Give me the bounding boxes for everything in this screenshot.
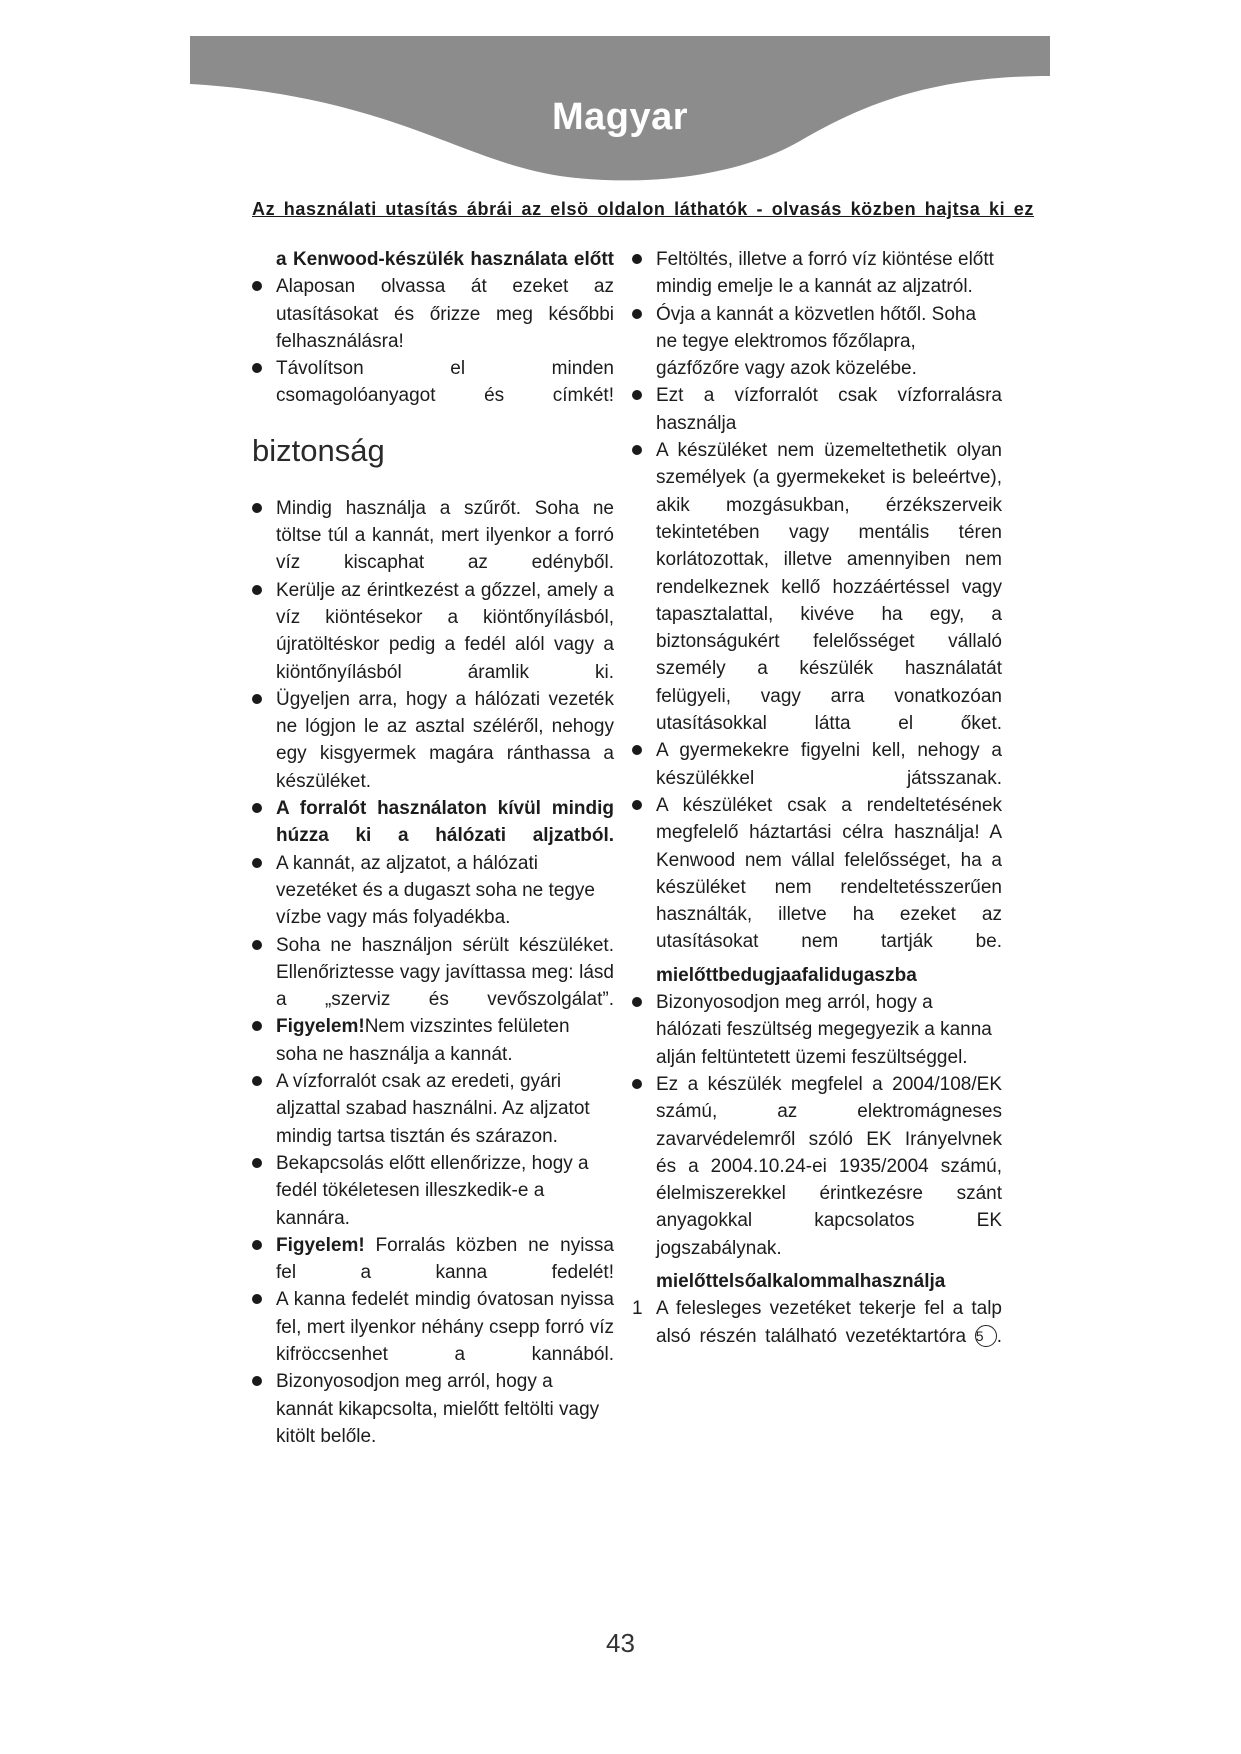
page-number: 43 (606, 1628, 635, 1658)
first-use-title: mielőttelsőalkalommalhasználja (656, 1270, 946, 1292)
bullet-icon (252, 1076, 262, 1086)
list-item: Alaposan olvassa át ezeket az utasításokat és őrizze meg későbbi felhasználásra! (252, 273, 614, 355)
step-number: 1 (632, 1298, 643, 1320)
bullet-icon (252, 363, 262, 373)
bullet-icon (252, 1294, 262, 1304)
list-item: A kannát, az aljzatot, a hálózati vezetéket és a dugaszt soha ne tegye vízbe vagy más folyadékba. (252, 850, 614, 932)
bullet-icon (632, 997, 642, 1007)
list-item: Bizonyosodjon meg arról, hogy a hálózati feszültség megegyezik a kanna alján feltüntetett üzemi feszültséggel. (632, 989, 1002, 1071)
bullet-icon (252, 281, 262, 291)
bullet-icon (252, 503, 262, 513)
list-item: Feltöltés, illetve a forró víz kiöntése előtt mindig emelje le a kannát az aljzatról. (632, 246, 1002, 301)
bullet-icon (252, 585, 262, 595)
list-item: Figyelem! Forralás közben ne nyissa fel a kanna fedelét! (252, 1232, 614, 1287)
section-heading-safety: biztonság (252, 432, 385, 468)
bullet-icon (632, 309, 642, 319)
list-item: Bizonyosodjon meg arról, hogy a kannát kikapcsolta, mielőtt feltölti vagy kitölt belőle. (252, 1368, 614, 1450)
list-item: A készüléket csak a rendeltetésének megfelelő háztartási célra használja! A Kenwood nem vállal felelősséget, ha a készüléket nem rendeltetésszerűen használták, illetve ha ezeket az utasításokat nem tartják be. (632, 792, 1002, 956)
list-item: Óvja a kannát a közvetlen hőtől. Soha ne tegye elektromos főzőlapra, gázfőzőre vagy azok közelébe. (632, 301, 1002, 383)
list-item: Ez a készülék megfelel a 2004/108/EK számú, az elektromágneses zavarvédelemről szóló EK Irányelvnek és a 2004.10.24-ei 1935/2004 számú, élelmiszerekkel érintkezésre szánt anyagokkal kapcsolatos EK jogszabálynak. (632, 1071, 1002, 1262)
bullet-icon (632, 745, 642, 755)
list-item: A kanna fedelét mindig óvatosan nyissa fel, mert ilyenkor néhány csepp forró víz kifröccsenhet a kannából. (252, 1286, 614, 1368)
bullet-icon (252, 803, 262, 813)
list-item: A gyermekekre figyelni kell, nehogy a készülékkel játsszanak. (632, 737, 1002, 792)
list-item: Ügyeljen arra, hogy a hálózati vezeték ne lógjon le az asztal széléről, nehogy egy kisgyermek magára ránthassa a készüléket. (252, 686, 614, 795)
list-item: A készüléket nem üzemeltethetik olyan személyek (a gyermekeket is beleértve), akik mozgásukban, érzékszerveik tekintetében vagy mentális téren korlátozottak, illetve amennyiben nem rendelkeznek kellő hozzáértéssel vagy tapasztalattal, kivéve ha egy, a biztonságukért felelősséget vállaló személy a készülék használatát felügyeli, vagy arra vonatkozóan utasításokkal látta el őket. (632, 437, 1002, 737)
list-item: Soha ne használjon sérült készüléket. Ellenőriztesse vagy javíttassa meg: lásd a „szerviz és vevőszolgálat”. (252, 932, 614, 1014)
bullet-icon (252, 858, 262, 868)
bullet-icon (252, 1240, 262, 1250)
bullet-icon (632, 1079, 642, 1089)
bullet-icon (632, 254, 642, 264)
page-title: Magyar (551, 96, 689, 138)
cord-storage-ref-icon: 5 (975, 1325, 997, 1347)
bullet-icon (632, 390, 642, 400)
right-column (632, 246, 1002, 1350)
header-banner (190, 36, 1050, 191)
bullet-icon (252, 1158, 262, 1168)
list-item: Figyelem!Nem vizszintes felületen soha ne használja a kannát. (252, 1013, 614, 1068)
list-item: Mindig használja a szűrőt. Soha ne töltse túl a kannát, mert ilyenkor a forró víz kiscaphat az edényből. (252, 495, 614, 577)
list-item: A forralót használaton kívül mindig húzza ki a hálózati aljzatból. (252, 795, 614, 850)
left-column (252, 246, 614, 1450)
list-item: Távolítson el minden csomagolóanyagot és címkét! (252, 355, 614, 410)
plug-in-title: mielőttbedugjaafalidugaszba (656, 964, 917, 986)
bullet-icon (252, 1021, 262, 1031)
list-item: Kerülje az érintkezést a gőzzel, amely a víz kiöntésekor a kiöntőnyílásból, újratöltéskor pedig a fedél alól vagy a kiöntőnyílásból áramlik ki. (252, 577, 614, 686)
list-item: A vízforralót csak az eredeti, gyári aljzattal szabad használni. Az aljzatot mindig tartsa tisztán és szárazon. (252, 1068, 614, 1150)
list-item: Bekapcsolás előtt ellenőrizze, hogy a fedél tökéletesen illeszkedik-e a kannára. (252, 1150, 614, 1232)
intro-note: Az használati utasítás ábrái az elsö oldalon láthatók - olvasás közben hajtsa ki ez (252, 199, 1035, 219)
bullet-icon (632, 445, 642, 455)
bullet-icon (252, 1376, 262, 1386)
bullet-icon (632, 800, 642, 810)
bullet-icon (252, 940, 262, 950)
bullet-icon (252, 694, 262, 704)
step-item: 1 A felesleges vezetéket tekerje fel a talp alsó részén található vezetéktartóra 5 . (632, 1295, 1002, 1350)
list-item: Ezt a vízforralót csak vízforralásra használja (632, 382, 1002, 437)
before-use-title: a Kenwood-készülék használata előtt (276, 249, 614, 270)
